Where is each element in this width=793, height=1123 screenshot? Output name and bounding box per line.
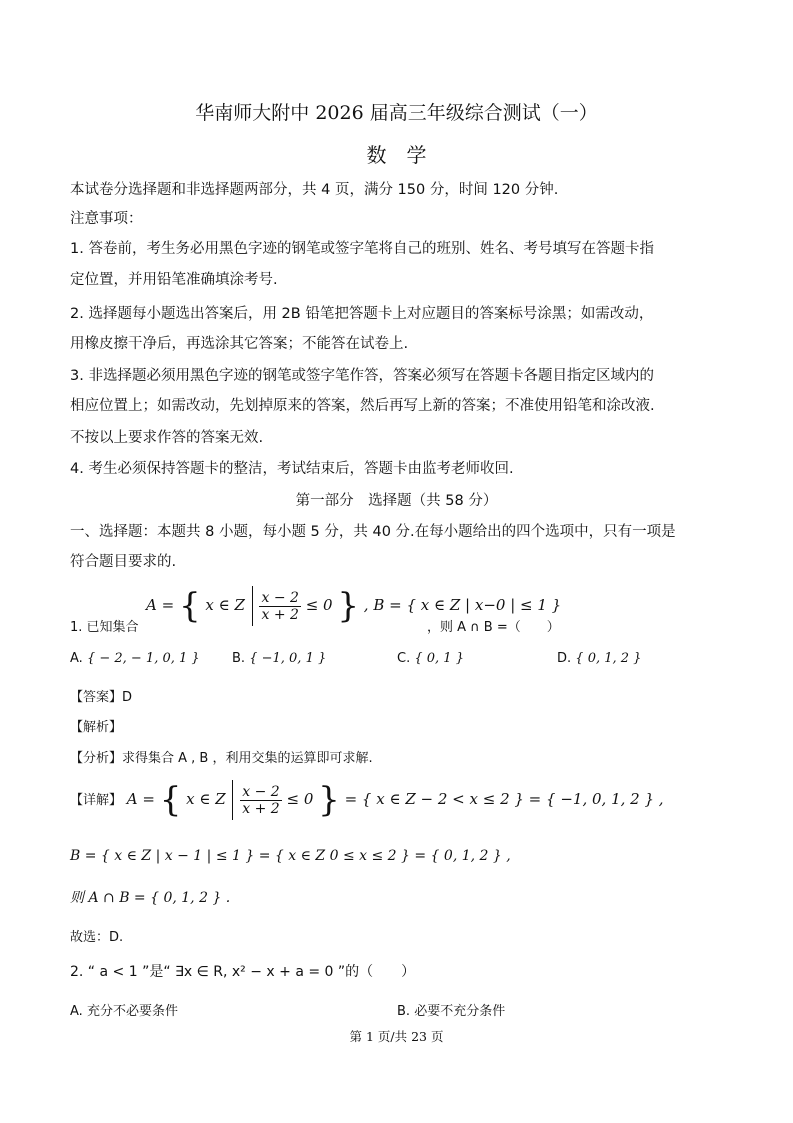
q1-analysis-head: 【解析】 <box>70 720 123 735</box>
choice-value: { −1, 0, 1 } <box>249 651 327 666</box>
q1-set-a-lhs: A = <box>146 596 175 614</box>
q1-detail-a <box>70 780 664 820</box>
q1-set-a-var: x ∈ Z <box>205 596 245 614</box>
notice-line: 3. 非选择题必须用黑色字迹的钢笔或签字笔作答，答案必须写在答题卡各题目指定区域内的 <box>70 368 654 384</box>
part-instructions: 符合题目要求的. <box>70 554 177 570</box>
q1-fraction <box>259 590 300 623</box>
q1-choice-b <box>232 651 326 666</box>
divider <box>252 586 253 626</box>
q1-set-b: , B = { x ∈ Z | x−0 | ≤ 1 } <box>363 596 562 614</box>
q1-choice-a <box>70 651 200 666</box>
left-brace-icon: { <box>178 586 201 626</box>
choice-value: { 0, 1, 2 } <box>575 651 642 666</box>
page-title: 华南师大附中 2026 届高三年级综合测试（一） <box>195 102 598 124</box>
detail-fraction <box>240 784 281 817</box>
right-brace-icon: } <box>318 780 340 820</box>
detail-a-lhs: A = <box>126 790 155 808</box>
q1-choice-d <box>557 651 641 666</box>
choice-label: B. <box>397 1004 411 1019</box>
q1-choice-c <box>397 651 464 666</box>
q1-choose: 故选：D. <box>70 930 124 945</box>
choice-label: D. <box>557 651 572 666</box>
left-brace-icon: { <box>159 780 182 820</box>
notice-line: 2. 选择题每小题选出答案后，用 2B 铅笔把答题卡上对应题目的答案标号涂黑；如需改动， <box>70 306 654 322</box>
detail-a-var: x ∈ Z <box>186 790 226 808</box>
detail-a-rhs: = { x ∈ Z − 2 < x ≤ 2 } = { −1, 0, 1, 2 } , <box>344 790 664 808</box>
q1-prefix: 1. 已知集合 <box>70 620 139 635</box>
notice-line: 用橡皮擦干净后，再选涂其它答案；不能答在试卷上. <box>70 336 409 352</box>
choice-value: 必要不充分条件 <box>414 1004 506 1019</box>
q1-set-a-cond: ≤ 0 <box>305 596 333 614</box>
choice-value: 充分不必要条件 <box>86 1004 178 1019</box>
subject-heading: 数学 <box>366 143 447 167</box>
q2-choice-a <box>70 1000 178 1019</box>
choice-label: A. <box>70 1004 83 1019</box>
q1-detail-c: 则 A ∩ B = { 0, 1, 2 } . <box>70 890 231 906</box>
choice-label: B. <box>232 651 246 666</box>
notice-line: 1. 答卷前，考生务必用黑色字迹的钢笔或签字笔将自己的班别、姓名、考号填写在答题卡指 <box>70 241 654 257</box>
section-title: 第一部分 选择题（共 58 分） <box>295 493 498 509</box>
notice-line: 相应位置上；如需改动，先划掉原来的答案，然后再写上新的答案；不准使用铅笔和涂改液. <box>70 398 655 414</box>
notice-line: 不按以上要求作答的答案无效. <box>70 430 264 446</box>
q1-detail-b: B = { x ∈ Z | x − 1 | ≤ 1 } = { x ∈ Z 0 ≤ x ≤ 2 } = { 0, 1, 2 } , <box>70 848 511 864</box>
q2-choice-b <box>397 1000 505 1019</box>
right-brace-icon: } <box>337 586 359 626</box>
q2-stem: 2. “ a < 1 ”是“ ∃x ∈ R, x² − x + a = 0 ”的（ ） <box>70 964 416 980</box>
divider <box>232 780 233 820</box>
detail-label: 【详解】 <box>70 793 123 808</box>
notice-line: 4. 考生必须保持答题卡的整洁，考试结束后，答题卡由监考老师收回. <box>70 461 514 477</box>
notice-line: 定位置，并用铅笔准确填涂考号. <box>70 272 278 288</box>
q1-suffix: ，则 A ∩ B =（ ） <box>427 620 560 635</box>
q1-answer: 【答案】D <box>70 690 133 705</box>
intro-text: 本试卷分选择题和非选择题两部分，共 4 页，满分 150 分，时间 120 分钟. <box>70 182 559 198</box>
choice-value: { − 2, − 1, 0, 1 } <box>86 651 200 666</box>
notice-heading: 注意事项： <box>70 211 143 227</box>
detail-a-cond: ≤ 0 <box>286 790 314 808</box>
choice-label: A. <box>70 651 83 666</box>
choice-value: { 0, 1 } <box>414 651 464 666</box>
page-footer: 第 1 页/共 23 页 <box>349 1029 444 1044</box>
choice-label: C. <box>397 651 411 666</box>
fraction-denominator: x + 2 <box>242 800 280 817</box>
part-instructions: 一、选择题：本题共 8 小题，每小题 5 分，共 40 分.在每小题给出的四个选项中，只有一项是 <box>70 524 676 540</box>
fraction-denominator: x + 2 <box>261 606 299 623</box>
fraction-numerator: x − 2 <box>261 589 299 606</box>
q1-analysis: 【分析】求得集合 A , B ，利用交集的运算即可求解. <box>70 751 373 766</box>
fraction-numerator: x − 2 <box>242 783 280 800</box>
